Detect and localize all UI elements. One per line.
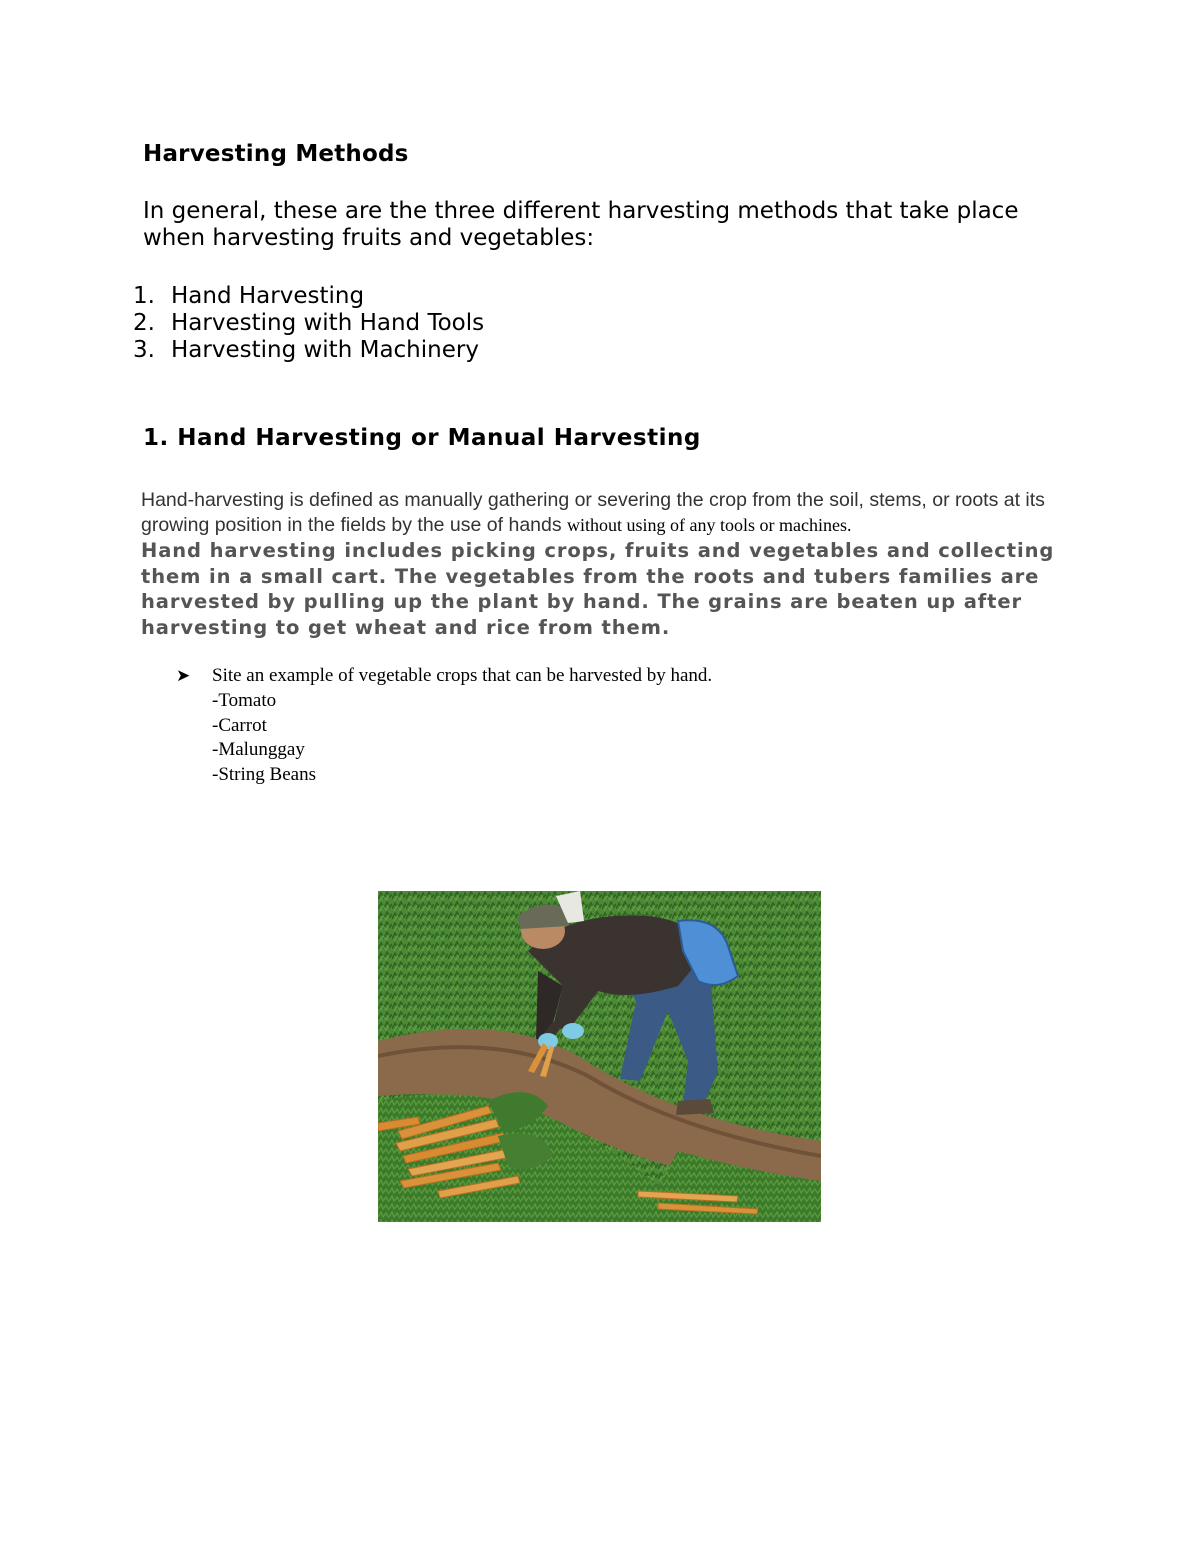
example-prompt [176,664,712,689]
arrowhead-bullet-icon: ➤ [176,666,191,686]
list-item [133,310,484,337]
list-item [133,283,484,310]
list-item: -Malunggay [212,739,305,760]
prompt-text: Site an example of vegetable crops that can be harvested by hand. [212,665,713,686]
list-item: -Tomato [212,690,277,711]
list-number: 3. [133,337,155,363]
hand-harvesting-photo [378,891,821,1222]
list-number: 2. [133,310,155,336]
intro-paragraph: In general, these are the three different harvesting methods that take place when harvesting fruits and vegetables: [143,198,1019,251]
page-title: Harvesting Methods [143,141,409,167]
section-heading: 1. Hand Harvesting or Manual Harvesting [143,425,701,451]
list-item-label: Harvesting with Machinery [171,337,479,363]
methods-list [133,283,484,364]
definition-text-serif: without using of any tools or machines. [567,515,852,535]
list-item: -Carrot [212,714,267,736]
list-item-label: Hand Harvesting [171,283,365,309]
examples-list [212,689,316,787]
list-number: 1. [133,283,155,309]
list-item: -String Beans [212,763,316,785]
definition-paragraph [141,488,1081,640]
definition-text: Hand-harvesting is defined as manually gathering or severing the crop from the soil, stems, or roots at its growing position in the fields by the use of hands [141,489,1045,536]
list-item [133,337,484,364]
definition-details: Hand harvesting includes picking crops, fruits and vegetables and collecting them in a small cart. The vegetables from the roots and tubers families are harvested by pulling up the plant by hand. The grains are beaten up after harvesting to get wheat and rice from them. [141,539,1055,639]
list-item-label: Harvesting with Hand Tools [171,310,485,336]
